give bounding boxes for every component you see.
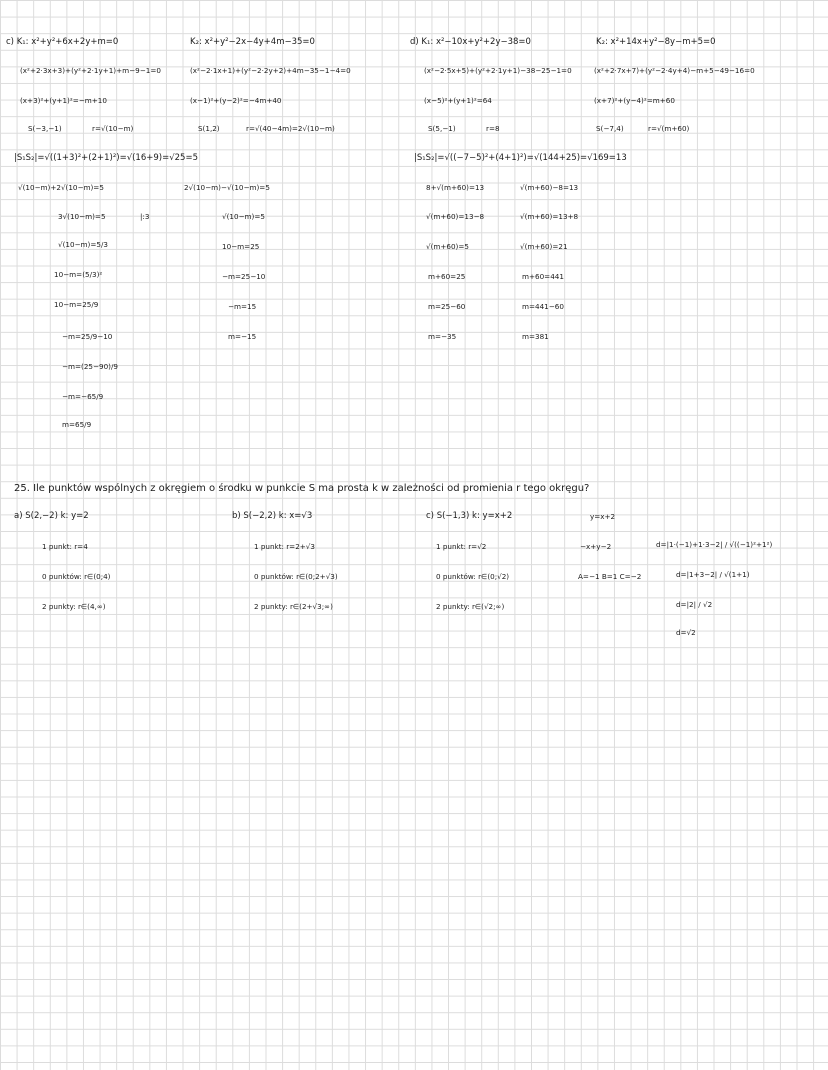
c-k1-equation: c) K₁: x²+y²+6x+2y+m=0: [6, 37, 119, 47]
c-left-line-2: 3√(10−m)=5: [58, 212, 106, 221]
c-k1-center: S(−3,−1): [28, 124, 62, 133]
c-left-line-4: 10−m=(5/3)²: [54, 270, 103, 279]
task25-b-header: b) S(−2,2) k: x=√3: [232, 511, 313, 521]
task25-work-line-3: A=−1 B=1 C=−2: [578, 572, 642, 581]
c-k2-center: S(1,2): [198, 124, 220, 133]
d-left-line-1: 8+√(m+60)=13: [426, 183, 485, 192]
c-left-line-6: −m=25/9−10: [62, 332, 113, 341]
task25-b-two-points: 2 punkty: r∈(2+√3;∞): [254, 602, 333, 611]
c-k1-step1: (x²+2·3x+3)+(y²+2·1y+1)+m−9−1=0: [20, 66, 161, 75]
task25-work-line-6: d=|2| / √2: [676, 600, 713, 609]
c-right-line-5: −m=15: [228, 302, 257, 311]
c-k2-radius: r=√(40−4m)=2√(10−m): [246, 124, 335, 133]
d-k1-step1: (x²−2·5x+5)+(y²+2·1y+1)−38−25−1=0: [424, 66, 572, 75]
c-k2-step1: (x²−2·1x+1)+(y²−2·2y+2)+4m−35−1−4=0: [190, 66, 351, 75]
c-distance: |S₁S₂|=√((1+3)²+(2+1)²)=√(16+9)=√25=5: [14, 153, 198, 163]
d-left-line-2: √(m+60)=13−8: [426, 212, 485, 221]
task25-a-one-point: 1 punkt: r=4: [42, 542, 88, 551]
c-right-line-2: √(10−m)=5: [222, 212, 265, 221]
d-right-line-5: m=441−60: [522, 302, 564, 311]
c-k2-equation: K₂: x²+y²−2x−4y+4m−35=0: [190, 37, 315, 47]
c-k2-step2: (x−1)²+(y−2)²=−4m+40: [190, 96, 282, 105]
task25-c-zero-points: 0 punktów: r∈(0;√2): [436, 572, 510, 581]
task25-b-one-point: 1 punkt: r=2+√3: [254, 542, 315, 551]
task25-work-line-4: d=|1·(−1)+1·3−2| / √((−1)²+1²): [656, 540, 773, 549]
task25-b-zero-points: 0 punktów: r∈(0;2+√3): [254, 572, 338, 581]
task25-work-line-7: d=√2: [676, 628, 696, 637]
d-k2-radius: r=√(m+60): [648, 124, 690, 133]
c-k1-radius: r=√(10−m): [92, 124, 134, 133]
task25-c-header: c) S(−1,3) k: y=x+2: [426, 511, 513, 521]
d-k2-step1: (x²+2·7x+7)+(y²−2·4y+4)−m+5−49−16=0: [594, 66, 755, 75]
d-left-line-5: m=25−60: [428, 302, 466, 311]
d-k1-equation: d) K₁: x²−10x+y²+2y−38=0: [410, 37, 531, 47]
d-left-line-4: m+60=25: [428, 272, 466, 281]
c-k1-step2: (x+3)²+(y+1)²=−m+10: [20, 96, 107, 105]
d-k1-step2: (x−5)²+(y+1)²=64: [424, 96, 492, 105]
task25-a-header: a) S(2,−2) k: y=2: [14, 511, 89, 521]
c-right-line-1: 2√(10−m)−√(10−m)=5: [184, 183, 270, 192]
task25-work-line-2: −x+y−2: [580, 542, 612, 551]
c-right-line-6: m=−15: [228, 332, 257, 341]
d-right-line-4: m+60=441: [522, 272, 564, 281]
d-k1-radius: r=8: [486, 124, 500, 133]
task25-c-one-point: 1 punkt: r=√2: [436, 542, 487, 551]
d-left-line-6: m=−35: [428, 332, 457, 341]
c-left-line-8: −m=−65/9: [62, 392, 104, 401]
d-right-line-3: √(m+60)=21: [520, 242, 568, 251]
d-k2-step2: (x+7)²+(y−4)²=m+60: [594, 96, 675, 105]
c-right-line-4: −m=25−10: [222, 272, 266, 281]
d-right-line-1: √(m+60)−8=13: [520, 183, 579, 192]
c-left-line-7: −m=(25−90)/9: [62, 362, 118, 371]
d-left-line-3: √(m+60)=5: [426, 242, 469, 251]
task25-a-zero-points: 0 punktów: r∈(0;4): [42, 572, 111, 581]
task25-a-two-points: 2 punkty: r∈(4,∞): [42, 602, 106, 611]
d-k2-equation: K₂: x²+14x+y²−8y−m+5=0: [596, 37, 716, 47]
task25-c-two-points: 2 punkty: r∈(√2;∞): [436, 602, 505, 611]
c-left-divide-note: |:3: [140, 212, 150, 221]
d-right-line-6: m=381: [522, 332, 549, 341]
task25-question: 25. Ile punktów wspólnych z okręgiem o środku w punkcie S ma prosta k w zależności od promienia r tego okręgu?: [14, 483, 590, 494]
d-distance: |S₁S₂|=√((−7−5)²+(4+1)²)=√(144+25)=√169=13: [414, 153, 627, 163]
d-k1-center: S(5,−1): [428, 124, 456, 133]
c-left-line-9: m=65/9: [62, 420, 92, 429]
task25-work-line-5: d=|1+3−2| / √(1+1): [676, 570, 750, 579]
d-k2-center: S(−7,4): [596, 124, 624, 133]
c-left-line-3: √(10−m)=5/3: [58, 240, 108, 249]
d-right-line-2: √(m+60)=13+8: [520, 212, 579, 221]
c-left-line-1: √(10−m)+2√(10−m)=5: [18, 183, 104, 192]
c-left-line-5: 10−m=25/9: [54, 300, 99, 309]
task25-work-line-1: y=x+2: [590, 512, 616, 521]
c-right-line-3: 10−m=25: [222, 242, 260, 251]
